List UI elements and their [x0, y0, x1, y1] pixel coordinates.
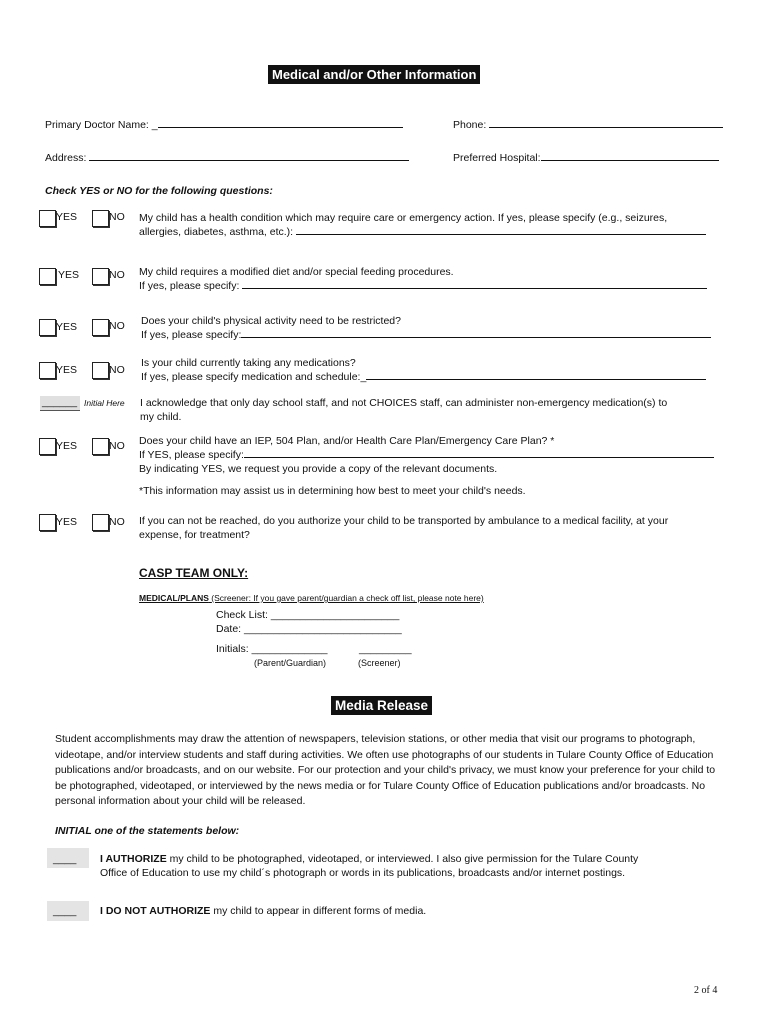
- q4-text: [141, 356, 706, 384]
- address-label: Address:: [45, 152, 87, 164]
- q4-yes-label: YES: [56, 364, 78, 376]
- doctor-name-field[interactable]: [158, 127, 403, 128]
- casp-title: CASP TEAM ONLY:: [139, 566, 249, 580]
- plans-label: MEDICAL/PLANS: [139, 593, 209, 603]
- phone-field[interactable]: [489, 127, 723, 128]
- q5-yes-label: YES: [56, 440, 78, 452]
- q2-yes-label: YES: [58, 269, 80, 281]
- not-authorize-blank: ____: [53, 905, 77, 917]
- q2-no-label: NO: [109, 269, 125, 281]
- q3-line2: If yes, please specify:: [141, 329, 242, 341]
- phone-row: [453, 119, 723, 131]
- screener-caption: (Screener): [358, 658, 401, 668]
- q3-line1: Does your child's physical activity need to be restricted?: [141, 315, 401, 327]
- not-authorize-text: [100, 905, 426, 917]
- q5-text: [139, 434, 714, 498]
- q3-text: [141, 314, 711, 342]
- q3-yes-checkbox[interactable]: [39, 319, 56, 336]
- q3-yes-label: YES: [56, 321, 78, 333]
- q5-yes-checkbox[interactable]: [39, 438, 56, 455]
- check-instruction: Check YES or NO for the following questions:: [45, 185, 273, 197]
- q3-no-checkbox[interactable]: [92, 319, 109, 336]
- ack-line1: I acknowledge that only day school staff, and not CHOICES staff, can administer non-emergency medication(s) to: [140, 397, 668, 409]
- q4-field[interactable]: [366, 379, 706, 380]
- page-number: 2 of 4: [694, 985, 718, 996]
- media-release-header: Media Release: [331, 696, 432, 715]
- plans-note: (Screener: If you gave parent/guardian a check off list, please note here): [211, 593, 484, 603]
- phone-label: Phone:: [453, 119, 487, 131]
- initial-here-label: Initial Here: [84, 398, 125, 408]
- casp-plans-row: [139, 593, 484, 603]
- q5-line3: By indicating YES, we request you provide a copy of the relevant documents.: [139, 463, 498, 475]
- q4-line2: If yes, please specify medication and schedule:_: [141, 371, 367, 383]
- address-row: [45, 152, 409, 164]
- q4-no-label: NO: [109, 364, 125, 376]
- hospital-label: Preferred Hospital:: [453, 152, 541, 164]
- q2-field[interactable]: [242, 288, 707, 289]
- q5-line1: Does your child have an IEP, 504 Plan, and/or Health Care Plan/Emergency Care Plan? *: [139, 435, 555, 447]
- q6-no-label: NO: [109, 516, 125, 528]
- q5-note: *This information may assist us in determining how best to meet your child's needs.: [139, 485, 526, 497]
- q1-line1: My child has a health condition which may require care or emergency action. If yes, please specify (e.g., seizures,: [139, 212, 668, 224]
- q5-no-checkbox[interactable]: [92, 438, 109, 455]
- q1-no-checkbox[interactable]: [92, 210, 109, 227]
- q3-field[interactable]: [241, 337, 711, 338]
- q4-line1: Is your child currently taking any medications?: [141, 357, 356, 369]
- q2-text: [139, 265, 707, 293]
- q2-line2: If yes, please specify:: [139, 280, 240, 292]
- q1-no-label: NO: [109, 211, 125, 223]
- doctor-name-row: [45, 119, 403, 131]
- q6-line2: expense, for treatment?: [139, 529, 250, 541]
- initial-instruction: INITIAL one of the statements below:: [55, 825, 240, 837]
- not-authorize-rest: my child to appear in different forms of media.: [210, 905, 427, 917]
- q6-yes-checkbox[interactable]: [39, 514, 56, 531]
- q4-yes-checkbox[interactable]: [39, 362, 56, 379]
- q5-no-label: NO: [109, 440, 125, 452]
- media-paragraph: Student accomplishments may draw the attention of newspapers, television stations, or other media that visit our programs to photograph, videotape, and/or interview students and staff during activities. We often use photographs of our students in Tulare County Office of Education publications and/or broadcasts, and on our website. For our protection and your child's privacy, we must know your preference for your child to be photographed, videotaped, or interviewed by the news media or for Tulare County Office of Education publications and/or broadcasts. No personal information about your child will be released.: [55, 733, 716, 807]
- doctor-name-label: Primary Doctor Name: _: [45, 119, 158, 131]
- casp-initials: Initials: _____________: [216, 643, 328, 655]
- ack-line2: my child.: [140, 411, 182, 423]
- q1-yes-label: YES: [56, 211, 78, 223]
- q1-yes-checkbox[interactable]: [39, 210, 56, 227]
- medical-header: Medical and/or Other Information: [268, 65, 480, 84]
- casp-initials-2: _________: [359, 643, 412, 655]
- q6-yes-label: YES: [56, 516, 78, 528]
- q1-field[interactable]: [296, 234, 706, 235]
- q1-text: [139, 211, 706, 239]
- address-field[interactable]: [89, 160, 409, 161]
- authorize-text: [100, 852, 638, 880]
- authorize-bold: I AUTHORIZE: [100, 853, 167, 865]
- q1-line2: allergies, diabetes, asthma, etc.):: [139, 226, 294, 238]
- not-authorize-bold: I DO NOT AUTHORIZE: [100, 905, 211, 917]
- q2-no-checkbox[interactable]: [92, 268, 109, 285]
- casp-date: Date: ___________________________: [216, 623, 402, 635]
- parent-guardian-caption: (Parent/Guardian): [254, 658, 327, 668]
- q2-line1: My child requires a modified diet and/or special feeding procedures.: [139, 266, 454, 278]
- authorize-line2: Office of Education to use my child´s photograph or words in its publications, broadcasts and/or internet postings.: [100, 867, 626, 879]
- check-list: Check List: ______________________: [216, 609, 400, 621]
- q3-no-label: NO: [109, 320, 125, 332]
- q6-no-checkbox[interactable]: [92, 514, 109, 531]
- q6-text: [139, 514, 668, 542]
- hospital-row: [453, 152, 719, 164]
- q4-no-checkbox[interactable]: [92, 362, 109, 379]
- q5-field[interactable]: [244, 457, 714, 458]
- q2-yes-checkbox[interactable]: [39, 268, 56, 285]
- q6-line1: If you can not be reached, do you authorize your child to be transported by ambulance to a medical facility, at your: [139, 515, 669, 527]
- hospital-field[interactable]: [541, 160, 719, 161]
- authorize-blank: ____: [53, 853, 77, 865]
- q5-line2: If YES, please specify:: [139, 449, 244, 461]
- ack-initial-blank: ______: [42, 396, 78, 408]
- ack-text: [140, 396, 667, 424]
- authorize-rest: my child to be photographed, videotaped, or interviewed. I also give permission for the Tulare County: [166, 853, 639, 865]
